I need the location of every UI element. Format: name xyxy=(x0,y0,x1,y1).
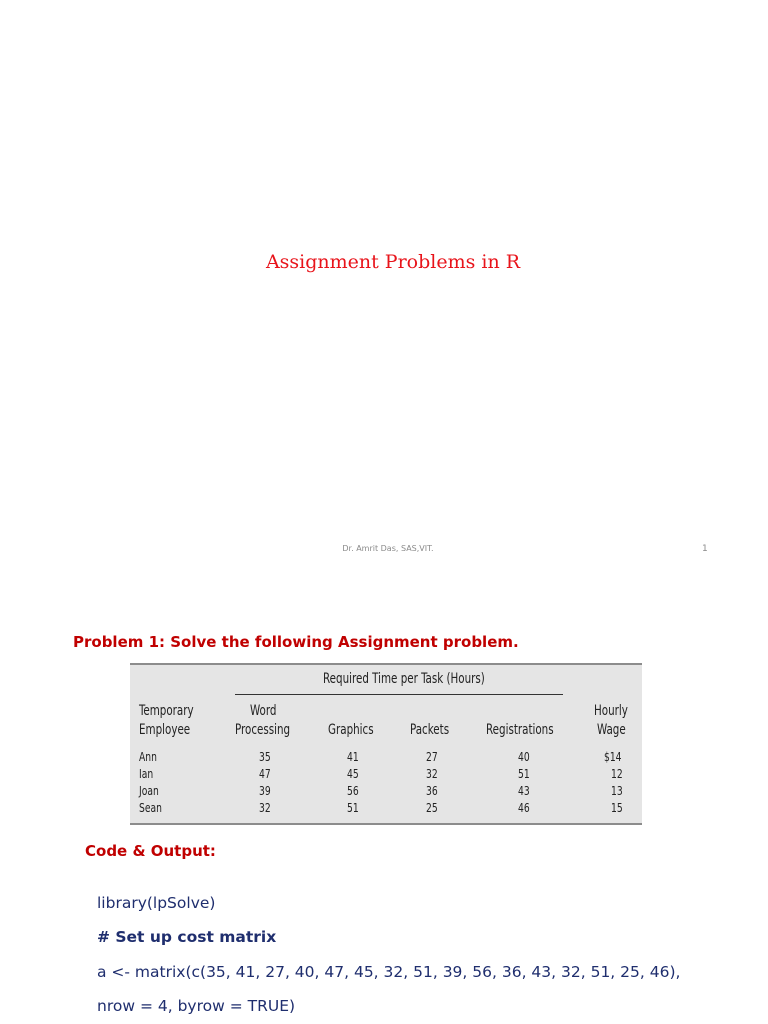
header-employee-2: Employee xyxy=(139,722,191,738)
cell-graphics: 51 xyxy=(347,801,359,815)
cell-word: 47 xyxy=(259,767,271,781)
cell-wage: $14 xyxy=(604,750,622,764)
header-wage-2: Wage xyxy=(597,722,626,738)
assignment-table xyxy=(130,663,642,825)
footer-author: Dr. Amrit Das, SAS,VIT. xyxy=(342,544,434,553)
code-heading: Code & Output: xyxy=(85,842,216,860)
cell-registrations: 46 xyxy=(518,801,530,815)
cell-graphics: 45 xyxy=(347,767,359,781)
cell-word: 32 xyxy=(259,801,271,815)
group-divider xyxy=(235,694,563,695)
header-wage-1: Hourly xyxy=(594,703,628,719)
code-line: a <- matrix(c(35, 41, 27, 40, 47, 45, 32, 51, 39, 56, 36, 43, 32, 51, 25, 46), xyxy=(97,963,681,981)
cell-packets: 32 xyxy=(426,767,438,781)
cell-name: Ann xyxy=(139,750,157,764)
code-line: library(lpSolve) xyxy=(97,894,216,912)
cell-packets: 27 xyxy=(426,750,438,764)
cell-registrations: 40 xyxy=(518,750,530,764)
cell-graphics: 41 xyxy=(347,750,359,764)
cell-wage: 12 xyxy=(611,767,623,781)
cell-graphics: 56 xyxy=(347,784,359,798)
code-line: nrow = 4, byrow = TRUE) xyxy=(97,997,296,1015)
header-registrations: Registrations xyxy=(486,722,554,738)
cell-name: Ian xyxy=(139,767,154,781)
group-header: Required Time per Task (Hours) xyxy=(323,671,485,687)
cell-wage: 15 xyxy=(611,801,623,815)
header-graphics: Graphics xyxy=(328,722,374,738)
cell-registrations: 51 xyxy=(518,767,530,781)
cell-word: 35 xyxy=(259,750,271,764)
header-packets: Packets xyxy=(410,722,450,738)
cell-registrations: 43 xyxy=(518,784,530,798)
slide-title: Assignment Problems in R xyxy=(265,251,521,273)
cell-name: Sean xyxy=(139,801,162,815)
cell-word: 39 xyxy=(259,784,271,798)
cell-packets: 25 xyxy=(426,801,438,815)
page-number: 1 xyxy=(702,544,708,554)
cell-packets: 36 xyxy=(426,784,438,798)
header-employee-1: Temporary xyxy=(139,703,194,719)
code-comment: # Set up cost matrix xyxy=(97,928,277,946)
problem-heading: Problem 1: Solve the following Assignment problem. xyxy=(73,633,519,651)
cell-name: Joan xyxy=(139,784,159,798)
header-word-1: Word xyxy=(250,703,277,719)
header-word-2: Processing xyxy=(235,722,291,738)
cell-wage: 13 xyxy=(611,784,623,798)
